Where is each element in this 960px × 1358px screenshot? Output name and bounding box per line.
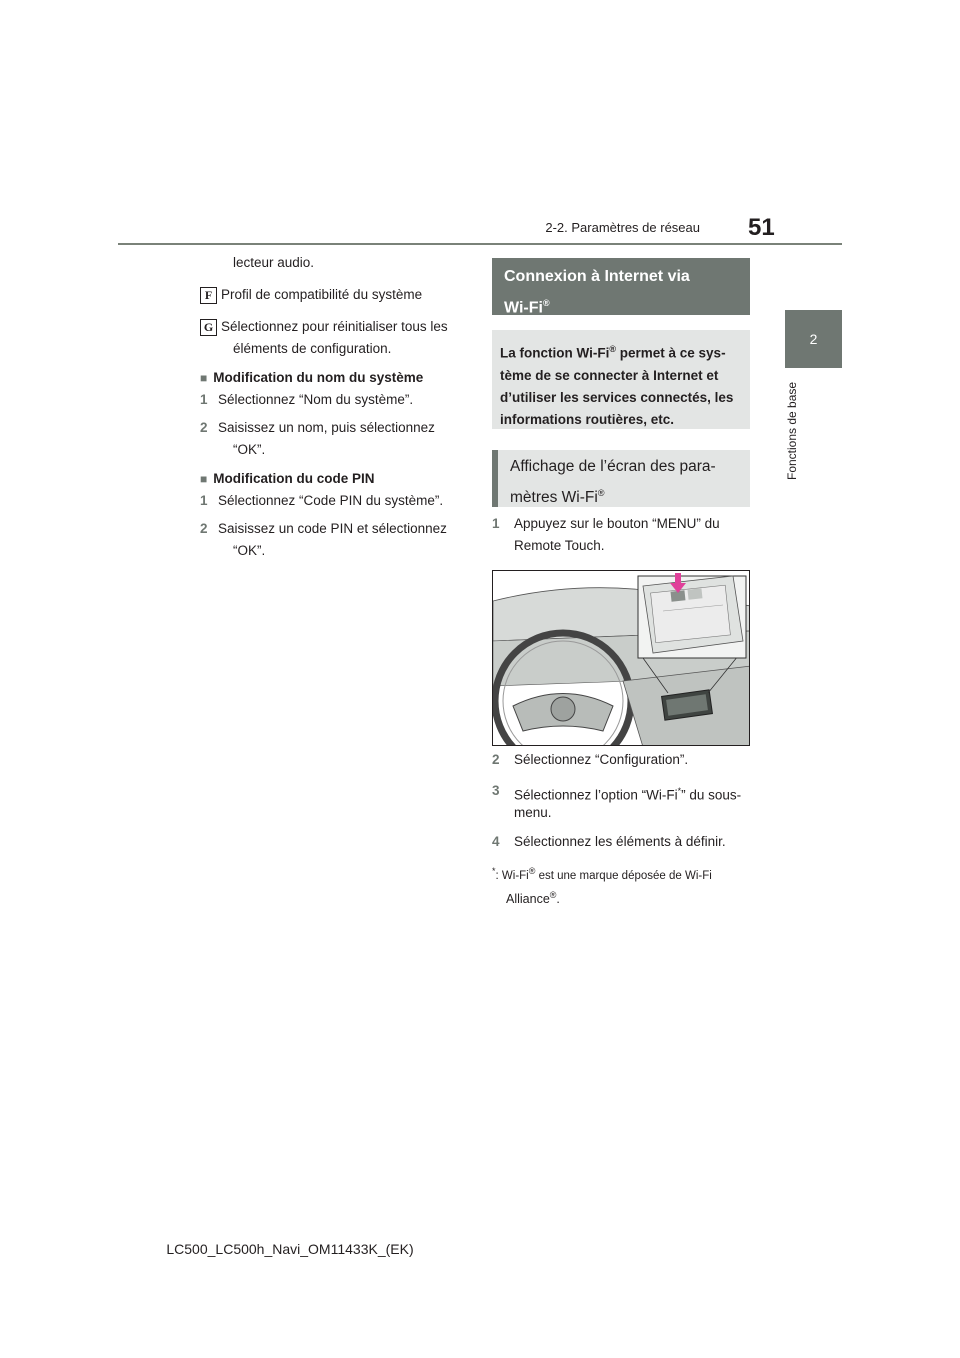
section-title: Modification du nom du système [213, 370, 424, 385]
footnote-text: . [556, 892, 560, 907]
registered-mark: ® [609, 344, 616, 354]
step-number: 4 [492, 834, 500, 849]
header-divider [118, 243, 842, 245]
heading-wifi: Wi-Fi [504, 299, 543, 317]
subheading-box [492, 450, 750, 507]
section-title: Modification du code PIN [213, 471, 375, 486]
step-text-cont: menu. [514, 805, 552, 820]
step-text-cont: “OK”. [233, 442, 266, 457]
step-number: 1 [200, 493, 208, 508]
chapter-label-container [785, 380, 805, 490]
intro-line-1 [500, 338, 742, 365]
step [200, 389, 470, 411]
step-number: 2 [200, 420, 208, 435]
subheading-line-2 [510, 480, 742, 511]
intro-line-3: d’utiliser les services connectés, les [500, 389, 734, 405]
step [492, 749, 750, 771]
step-text: Saisissez un nom, puis sélectionnez [218, 420, 435, 435]
chapter-tab [785, 310, 842, 368]
step [492, 831, 750, 853]
registered-mark: ® [542, 298, 550, 308]
heading-line-2 [504, 290, 738, 321]
intro-text: permet à ce sys- [616, 345, 726, 361]
step-text: Saisissez un code PIN et sélectionnez [218, 521, 447, 536]
footnote-mark: * [677, 786, 682, 796]
subheading-wifi: mètres Wi-Fi [510, 489, 598, 507]
footnote-text: Alliance [506, 892, 550, 907]
step-text: Sélectionnez “Nom du système”. [218, 392, 414, 407]
intro-box [492, 330, 750, 429]
item-g-text-2: éléments de configuration. [233, 341, 392, 356]
step-number: 2 [492, 752, 500, 767]
step-number: 1 [200, 392, 208, 407]
square-bullet-icon: ■ [200, 371, 208, 385]
intro-line-2: tème de se connecter à Internet et [500, 367, 719, 383]
continued-text: lecteur audio. [233, 255, 315, 270]
step [492, 513, 750, 535]
intro-text: La fonction Wi-Fi [500, 345, 610, 361]
registered-mark: ® [549, 890, 557, 900]
item-g-text-1: Sélectionnez pour réinitialiser tous les [221, 319, 448, 334]
step-number: 2 [200, 521, 208, 536]
intro-line-4: informations routières, etc. [500, 411, 675, 427]
footnote-mark: * [492, 866, 496, 876]
badge-f: F [200, 287, 217, 304]
section-heading-pin [200, 468, 470, 490]
footnote [492, 860, 750, 887]
footnote-cont [492, 884, 750, 910]
item-g [200, 316, 470, 338]
item-f-text: Profil de compatibilité du système [221, 287, 423, 302]
footnote-text: est une marque déposée de Wi-Fi [535, 869, 712, 882]
step-text-part: ” du sous- [681, 787, 742, 803]
chapter-label: Fonctions de base [785, 381, 799, 480]
step-number: 1 [492, 516, 500, 531]
step-text: Appuyez sur le bouton “MENU” du [514, 516, 720, 531]
footnote-text: : Wi-Fi [495, 869, 529, 882]
step-text: Sélectionnez les éléments à définir. [514, 834, 726, 849]
dashboard-illustration [492, 570, 750, 746]
document-code: LC500_LC500h_Navi_OM11433K_(EK) [166, 1241, 414, 1257]
step-text: Sélectionnez “Code PIN du système”. [218, 493, 444, 508]
heading-line-1: Connexion à Internet via [504, 268, 690, 285]
heading-box-internet [492, 258, 750, 315]
square-bullet-icon: ■ [200, 472, 208, 486]
step-text-cont: “OK”. [233, 543, 266, 558]
step [200, 417, 470, 439]
subheading-line-1: Affichage de l’écran des para- [510, 458, 716, 475]
step [200, 490, 470, 512]
registered-mark: ® [528, 866, 536, 876]
step-number: 3 [492, 783, 500, 798]
remote-touch-diagram [493, 571, 750, 746]
item-f [200, 284, 470, 306]
badge-g: G [200, 319, 217, 336]
page-number: 51 [748, 214, 775, 241]
step [200, 518, 470, 540]
step-text: Sélectionnez “Configuration”. [514, 752, 689, 767]
step-text-part: Sélectionnez l’option “Wi-Fi [514, 787, 678, 803]
chapter-number: 2 [809, 331, 818, 347]
step-text-cont: Remote Touch. [514, 538, 605, 553]
section-header: 2-2. Paramètres de réseau [545, 220, 700, 235]
registered-mark: ® [597, 488, 605, 498]
section-heading-name [200, 367, 470, 389]
